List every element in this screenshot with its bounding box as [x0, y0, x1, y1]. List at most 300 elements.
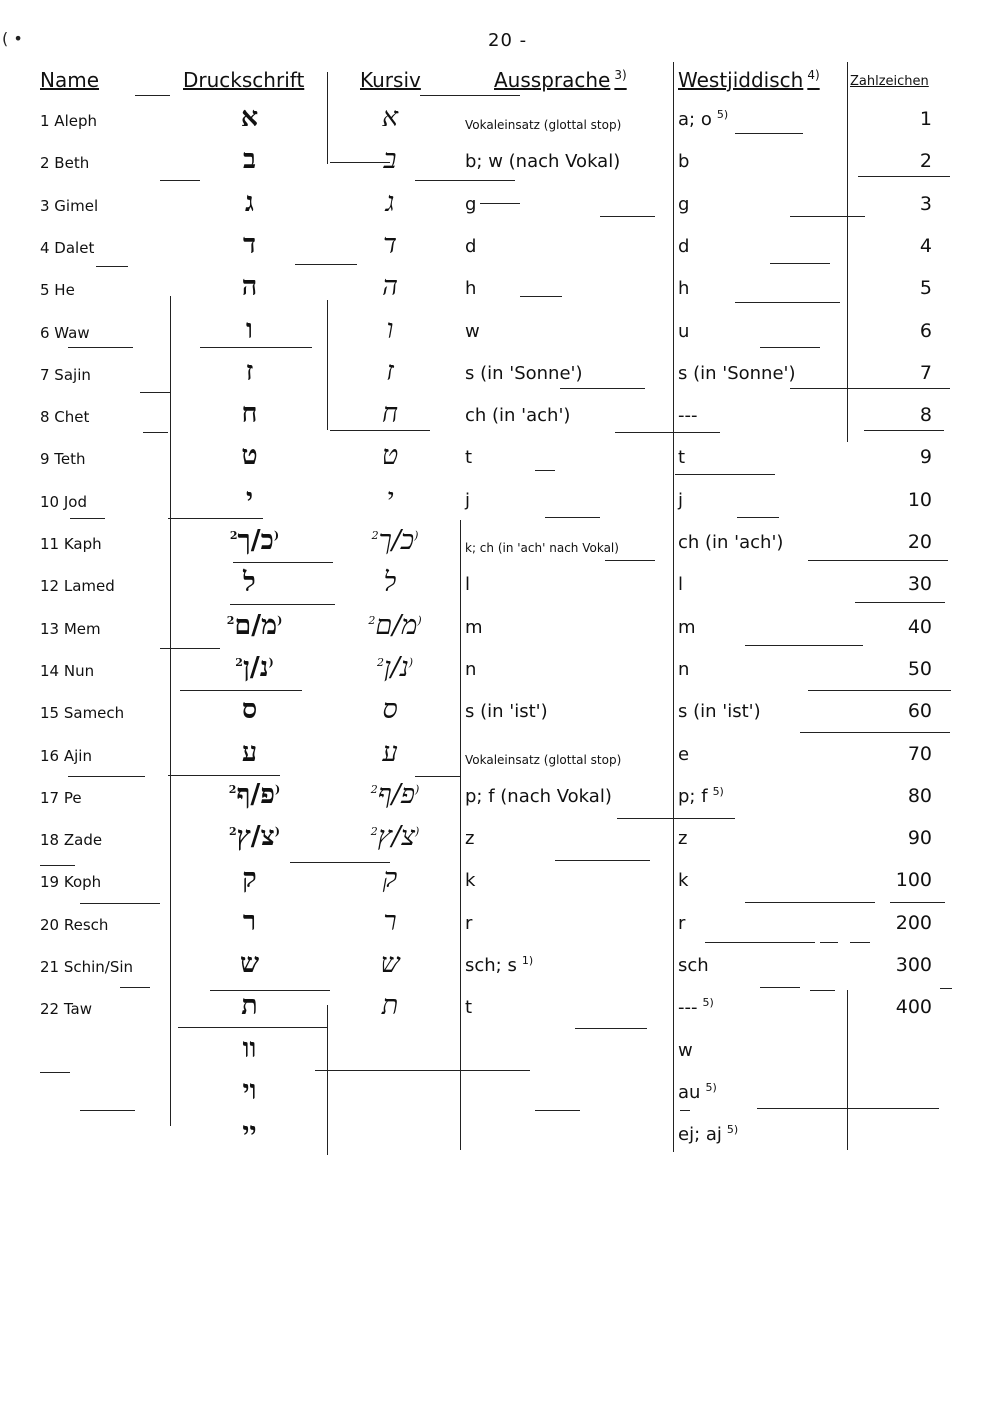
column-rule: [673, 62, 674, 1152]
numeric-value: [852, 658, 932, 680]
cursive-form-footnote: 2): [368, 613, 422, 627]
header-aussprache: Aussprache $^{3)}$: [494, 68, 627, 92]
pronunciation: [465, 1081, 470, 1103]
print-form-text: ו: [246, 313, 253, 345]
letter-name: [40, 493, 87, 511]
west-yiddish: [678, 404, 703, 426]
west-yiddish: [678, 996, 714, 1018]
pronunciation-footnote: 1): [521, 954, 534, 967]
numeric-value-text: 5: [919, 277, 932, 300]
row-rule: [120, 987, 150, 988]
letter-name-text: 20 Resch: [40, 915, 109, 934]
west-yiddish: [678, 869, 693, 891]
print-form: [182, 271, 322, 302]
pronunciation-text: k; ch (in 'ach' nach Vokal): [465, 541, 619, 555]
cursive-form-text: ו: [386, 313, 394, 345]
cursive-form-text: ד: [383, 228, 397, 260]
west-yiddish-text: s (in 'ist'): [678, 701, 761, 723]
row-rule: [315, 1070, 530, 1071]
letter-name: [40, 197, 98, 215]
print-form: [182, 652, 322, 683]
cursive-form: [340, 144, 445, 175]
pronunciation: [465, 700, 553, 722]
print-form-text: ל: [243, 567, 256, 599]
row-rule: [864, 430, 944, 431]
row-rule: [68, 347, 133, 348]
numeric-value: [852, 193, 932, 215]
pronunciation: [465, 996, 477, 1018]
west-yiddish: [678, 1123, 738, 1145]
print-form-text: נ/ן: [242, 651, 269, 683]
table-row: [0, 988, 1000, 1030]
cursive-form: [340, 610, 445, 641]
west-yiddish: [678, 446, 690, 468]
print-form: [182, 229, 322, 260]
cursive-form: [340, 398, 445, 429]
print-form-text: א: [240, 102, 259, 133]
letter-name-text: 19 Koph: [40, 873, 102, 892]
row-rule: [535, 1110, 580, 1111]
west-yiddish-text: l: [678, 574, 684, 596]
numeric-value-text: 20: [907, 531, 932, 553]
row-rule: [605, 560, 655, 561]
row-rule: [820, 942, 838, 943]
pronunciation: [465, 537, 624, 555]
letter-name-text: 3 Gimel: [40, 196, 99, 215]
row-rule: [80, 1110, 135, 1111]
row-rule: [737, 517, 779, 518]
west-yiddish-text: d: [678, 235, 690, 257]
cursive-form: [340, 356, 445, 387]
west-yiddish-text: t: [678, 447, 686, 469]
west-yiddish-text: e: [678, 743, 690, 765]
print-form-text: ג: [245, 186, 254, 218]
numeric-value-text: 1: [919, 108, 932, 130]
pronunciation: [465, 446, 477, 468]
numeric-value-text: 200: [895, 911, 932, 934]
print-form: [182, 863, 322, 894]
print-form-text: וו: [242, 1032, 257, 1064]
print-form: [182, 610, 322, 641]
letter-name: [40, 704, 124, 722]
west-yiddish: [678, 193, 694, 215]
table-row: [0, 735, 1000, 777]
pronunciation: [465, 362, 588, 384]
letter-name: [40, 577, 115, 595]
table-row: [0, 1115, 1000, 1157]
west-yiddish-text: b: [678, 151, 690, 173]
pronunciation-text: m: [465, 616, 483, 638]
cursive-form: [340, 525, 445, 556]
letter-name-text: 13 Mem: [40, 619, 101, 638]
header-aussprache-note: 3): [614, 68, 627, 83]
letter-name-text: 15 Samech: [40, 704, 125, 723]
west-yiddish: [678, 785, 724, 807]
row-rule: [180, 690, 302, 691]
cursive-form-text: צ/ץ: [377, 821, 415, 853]
numeric-value: [852, 320, 932, 342]
table-row: [0, 481, 1000, 523]
cursive-form-text: ב: [383, 144, 397, 176]
cursive-form-footnote: 2): [370, 782, 420, 796]
cursive-form-text: ח: [382, 398, 398, 430]
column-rule: [460, 520, 461, 1150]
letter-name: [40, 789, 82, 807]
cursive-form-text: מ/ם: [375, 609, 418, 641]
row-rule: [40, 1072, 70, 1073]
cursive-form-text: ש: [380, 948, 400, 979]
print-form-text: ש: [239, 948, 260, 979]
print-form-text: ד: [243, 228, 256, 260]
header-westjiddisch: Westjiddisch $^{4)}$: [678, 68, 820, 92]
numeric-value-text: 300: [895, 954, 932, 976]
row-rule: [790, 388, 950, 389]
pronunciation: [465, 404, 575, 426]
print-form-text: ס: [241, 694, 258, 726]
table-row: [0, 100, 1000, 142]
pronunciation: [465, 150, 625, 172]
letter-name: [40, 1000, 92, 1018]
cursive-form-text: נ/ן: [383, 651, 409, 683]
pronunciation: [465, 658, 481, 680]
letter-name-text: 17 Pe: [40, 788, 82, 807]
pronunciation: [465, 1123, 470, 1145]
print-form-text: ח: [241, 398, 258, 430]
row-rule: [790, 216, 865, 217]
letter-name-text: 2 Beth: [40, 154, 90, 173]
row-rule: [757, 1108, 939, 1109]
column-rule: [847, 62, 848, 442]
pronunciation-text: Vokaleinsatz (glottal stop): [465, 752, 622, 767]
letter-name-text: 11 Kaph: [40, 535, 102, 553]
row-rule: [480, 203, 520, 204]
cursive-form-footnote: 2): [370, 825, 420, 839]
print-form: [182, 187, 322, 218]
cursive-form-text: ק: [382, 863, 398, 895]
header-zahlzeichen: Zahlzeichen: [850, 74, 929, 89]
numeric-value: [852, 785, 932, 807]
west-yiddish: [678, 320, 694, 342]
cursive-form: [340, 102, 445, 133]
print-form: [182, 821, 322, 852]
pronunciation-text: b; w (nach Vokal): [465, 151, 621, 173]
numeric-value: [852, 954, 932, 976]
letter-name-text: 10 Jod: [40, 492, 87, 511]
row-rule: [415, 776, 460, 777]
pronunciation: [465, 1039, 470, 1061]
west-yiddish-text: p; f: [678, 785, 708, 807]
pronunciation: [465, 320, 485, 342]
cursive-form-text: י: [386, 482, 394, 514]
print-form: [182, 398, 322, 429]
letter-name-text: 9 Teth: [40, 450, 86, 469]
row-rule: [555, 860, 650, 861]
table-row: [0, 777, 1000, 819]
row-rule: [890, 902, 945, 903]
letter-name-text: 14 Nun: [40, 661, 95, 680]
cursive-form: [340, 1075, 445, 1106]
row-rule: [535, 470, 555, 471]
numeric-value-text: 100: [895, 869, 932, 892]
letter-name-text: 18 Zade: [40, 831, 103, 850]
cursive-form-text: ז: [386, 355, 394, 387]
letter-name-text: 5 He: [40, 281, 75, 300]
print-form-text: מ/ם: [234, 609, 278, 641]
pronunciation-text: h: [465, 278, 477, 300]
pronunciation-text: sch; s: [465, 955, 517, 976]
cursive-form: [340, 567, 445, 598]
row-rule: [520, 296, 562, 297]
pronunciation: [465, 573, 475, 595]
pronunciation: [465, 785, 617, 807]
print-form: [182, 483, 322, 514]
west-yiddish-text: u: [678, 320, 690, 342]
print-form-footnote: 2): [229, 529, 280, 542]
cursive-form-text: ל: [383, 567, 397, 599]
west-yiddish: [678, 235, 694, 257]
print-form-text: וי: [242, 1074, 257, 1106]
row-rule: [420, 95, 520, 96]
print-form-text: צ/ץ: [236, 821, 275, 853]
table-row: [0, 608, 1000, 650]
row-rule: [140, 392, 170, 393]
row-rule: [230, 604, 335, 605]
pronunciation-text: j: [465, 489, 471, 511]
cursive-form-text: ת: [381, 990, 399, 1022]
table-row: [0, 185, 1000, 227]
cursive-form: [340, 948, 445, 979]
table-row: [0, 227, 1000, 269]
letter-name-text: 4 Dalet: [40, 238, 95, 257]
numeric-value-text: 9: [919, 446, 932, 469]
print-form: [182, 314, 322, 345]
cursive-form: [340, 652, 445, 683]
cursive-form-text: א: [381, 102, 399, 133]
numeric-value-text: 50: [907, 657, 932, 680]
west-yiddish: [678, 1039, 698, 1061]
pronunciation-text: t: [465, 447, 473, 469]
row-rule: [810, 990, 835, 991]
letter-name: [40, 916, 108, 934]
print-form-text: כ/ך: [237, 525, 274, 556]
table-header: [0, 60, 1000, 100]
letter-name-text: 8 Chet: [40, 408, 90, 427]
letter-name-text: 7 Sajin: [40, 365, 91, 384]
numeric-value: [852, 996, 932, 1018]
pronunciation: [465, 114, 626, 132]
numeric-value: [852, 446, 932, 468]
row-rule: [760, 987, 800, 988]
print-form-text: ז: [245, 355, 254, 387]
letter-name: [40, 154, 89, 172]
print-form-text: ה: [241, 271, 258, 303]
west-yiddish: [678, 700, 766, 722]
pronunciation: [465, 827, 479, 849]
pronunciation-text: d: [465, 235, 477, 257]
west-yiddish-footnote: 5): [712, 784, 724, 798]
print-form: [182, 694, 322, 725]
numeric-value: [852, 489, 932, 511]
numeric-value: [852, 531, 932, 553]
pronunciation: [465, 954, 533, 976]
cursive-form: [340, 440, 445, 471]
west-yiddish-text: h: [678, 278, 690, 300]
pronunciation-text: r: [465, 912, 473, 934]
print-form: [182, 1033, 322, 1064]
table-row: [0, 312, 1000, 354]
pronunciation-text: ch (in 'ach'): [465, 405, 571, 427]
cursive-form-text: ע: [382, 736, 398, 768]
west-yiddish: [678, 954, 714, 976]
print-form-footnote: 2): [229, 825, 280, 839]
print-form: [182, 525, 322, 556]
cursive-form-footnote: 2): [371, 529, 419, 542]
row-rule: [40, 865, 75, 866]
row-rule: [415, 180, 515, 181]
row-rule: [168, 518, 263, 519]
letter-name-text: 21 Schin/Sin: [40, 958, 134, 976]
cursive-form: [340, 990, 445, 1021]
cursive-form: [340, 271, 445, 302]
print-form-text: ת: [241, 990, 258, 1022]
row-rule: [160, 648, 220, 649]
numeric-value-text: 2: [919, 150, 932, 173]
west-yiddish: [678, 1081, 717, 1103]
row-rule: [545, 517, 600, 518]
numeric-value: [852, 700, 932, 722]
letter-name-text: 1 Aleph: [40, 112, 97, 130]
cursive-form: [340, 314, 445, 345]
row-rule: [290, 862, 390, 863]
pronunciation-text: t: [465, 997, 473, 1019]
row-rule: [745, 902, 875, 903]
letter-name: [40, 831, 102, 849]
west-yiddish-text: z: [678, 828, 688, 850]
numeric-value-text: 8: [919, 404, 932, 427]
print-form-footnote: 2): [226, 613, 283, 627]
west-yiddish-text: au: [678, 1081, 701, 1103]
row-rule: [80, 903, 160, 904]
west-yiddish-footnote: 5): [705, 1080, 717, 1094]
pronunciation: [465, 749, 626, 767]
row-rule: [850, 942, 870, 943]
letter-name: [40, 747, 92, 765]
numeric-value: [852, 108, 932, 130]
cursive-form-text: ה: [382, 271, 398, 303]
table-row: [0, 692, 1000, 734]
pronunciation: [465, 277, 481, 299]
pronunciation-text: s (in 'Sonne'): [465, 362, 583, 384]
letter-name: [40, 408, 89, 426]
corner-mark: ( •: [2, 29, 23, 48]
print-form: [182, 1117, 322, 1148]
print-form: [182, 1075, 322, 1106]
west-yiddish-text: s (in 'Sonne'): [678, 362, 796, 384]
print-form-footnote: 2): [228, 782, 281, 796]
row-rule: [735, 302, 840, 303]
cursive-form-text: ג: [385, 186, 395, 218]
cursive-form: [340, 779, 445, 810]
letter-name: [40, 324, 90, 342]
row-rule: [560, 388, 645, 389]
pronunciation-text: s (in 'ist'): [465, 701, 548, 723]
print-form-text: ר: [242, 905, 257, 937]
numeric-value-text: 4: [919, 234, 932, 257]
print-form: [182, 948, 322, 979]
print-form: [182, 102, 322, 133]
numeric-value-text: 80: [907, 784, 932, 807]
row-rule: [233, 562, 333, 563]
cursive-form: [340, 906, 445, 937]
table-row: [0, 819, 1000, 861]
print-form-text: ק: [242, 863, 257, 895]
pronunciation: [465, 616, 488, 638]
letter-name: [40, 366, 91, 384]
numeric-value: [852, 362, 932, 384]
pronunciation-text: l: [465, 574, 471, 596]
header-westjiddisch-note: 4): [807, 68, 820, 83]
row-rule: [770, 263, 830, 264]
row-rule: [178, 1027, 328, 1028]
print-form: [182, 144, 322, 175]
pronunciation-text: k: [465, 870, 476, 892]
row-rule: [168, 775, 280, 776]
west-yiddish: [678, 489, 688, 511]
row-rule: [800, 732, 950, 733]
header-druckschrift: Druckschrift: [183, 68, 305, 92]
print-form-text: ע: [241, 736, 258, 768]
west-yiddish: [678, 743, 694, 765]
letter-name-text: 6 Waw: [40, 323, 90, 342]
west-yiddish-text: j: [678, 489, 684, 511]
numeric-value-text: 6: [919, 319, 932, 342]
west-yiddish-text: m: [678, 616, 696, 638]
row-rule: [680, 1110, 690, 1111]
west-yiddish: [678, 616, 701, 638]
cursive-form: [340, 229, 445, 260]
row-rule: [160, 180, 200, 181]
row-rule: [70, 518, 105, 519]
row-rule: [760, 347, 820, 348]
letter-name: [40, 958, 133, 976]
numeric-value-text: 40: [907, 615, 932, 638]
pronunciation: [465, 489, 475, 511]
table-row: [0, 565, 1000, 607]
west-yiddish: [678, 912, 690, 934]
cursive-form: [340, 187, 445, 218]
numeric-value: [852, 235, 932, 257]
letter-name-text: 12 Lamed: [40, 577, 115, 596]
cursive-form: [340, 483, 445, 514]
west-yiddish-text: g: [678, 193, 690, 215]
pronunciation-text: g: [465, 193, 477, 215]
letter-name: [40, 620, 101, 638]
pronunciation-text: w: [465, 320, 480, 342]
row-rule: [940, 988, 952, 989]
cursive-form-footnote: 2): [376, 655, 414, 669]
numeric-value: [852, 616, 932, 638]
table-row: [0, 354, 1000, 396]
row-rule: [855, 602, 945, 603]
west-yiddish-text: n: [678, 658, 690, 680]
cursive-form-text: ס: [382, 694, 398, 726]
header-name: Name: [40, 68, 100, 92]
row-rule: [808, 690, 951, 691]
west-yiddish-text: sch: [678, 955, 709, 976]
numeric-value-text: 3: [919, 192, 932, 215]
west-yiddish-text: ch (in 'ach'): [678, 532, 784, 553]
table-row: [0, 269, 1000, 311]
